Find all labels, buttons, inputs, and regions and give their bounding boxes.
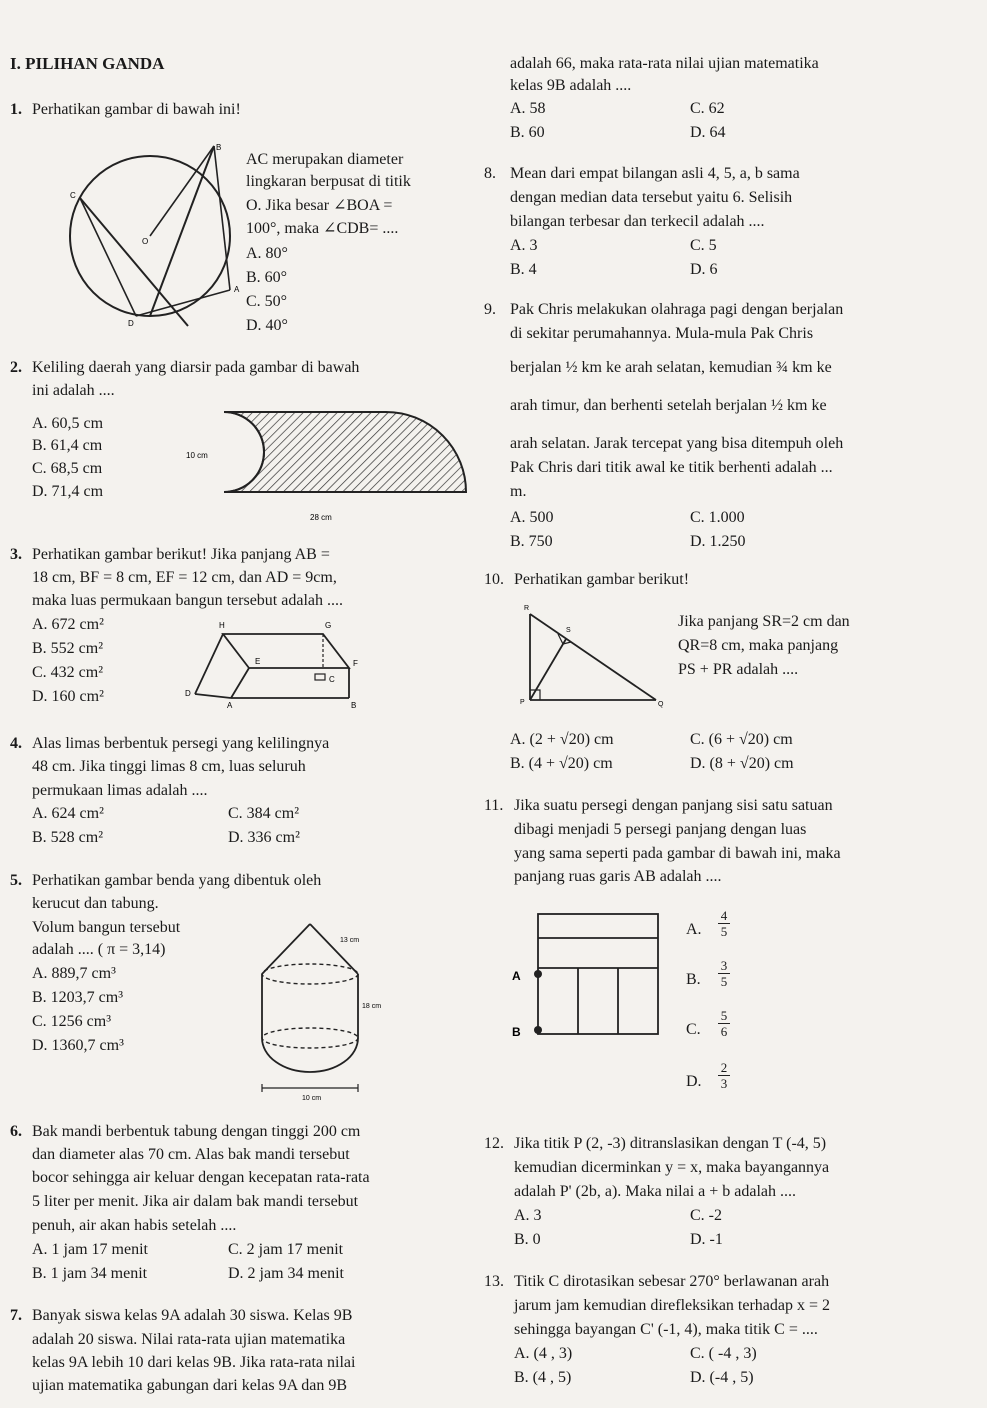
q6-option-b[interactable]: B. 1 jam 34 menit <box>32 1265 148 1282</box>
q10-option-d[interactable]: D. (8 + √20) cm <box>690 755 794 772</box>
q11-option-b[interactable] <box>686 958 728 990</box>
q5-number: 5. <box>10 872 22 889</box>
q6-option-c[interactable]: C. 2 jam 17 menit <box>228 1241 344 1258</box>
q11-option-c-letter: C. <box>686 1021 701 1038</box>
q3-label-c: C <box>329 675 335 684</box>
q6-number: 6. <box>10 1123 22 1140</box>
q10-number: 10. <box>484 571 504 588</box>
q11-option-a[interactable] <box>686 908 728 940</box>
q2-stem-1: Keliling daerah yang diarsir pada gambar di bawah <box>32 359 360 376</box>
q10-option-c[interactable]: C. (6 + √20) cm <box>690 731 793 748</box>
q1-text-4: 100°, maka ∠CDB= .... <box>246 220 399 237</box>
q2-label-width: 28 cm <box>310 513 332 522</box>
q6-stem-2: dan diameter alas 70 cm. Alas bak mandi tersebut <box>32 1146 350 1163</box>
q1-label-d: D <box>128 319 134 328</box>
q9-stem-3: berjalan ½ km ke arah selatan, kemudian ¾ km ke <box>510 359 832 376</box>
q3-label-g: G <box>325 621 332 630</box>
q13-option-b[interactable]: B. (4 , 5) <box>514 1369 572 1386</box>
q10-label-s: S <box>566 627 571 634</box>
q3-label-b: B <box>351 701 357 710</box>
section-title: I. PILIHAN GANDA <box>10 54 165 73</box>
q4-number: 4. <box>10 735 22 752</box>
q1-option-d[interactable]: D. 40° <box>246 317 288 334</box>
q2-option-a[interactable]: A. 60,5 cm <box>32 415 104 432</box>
q9-option-b[interactable]: B. 750 <box>510 533 553 550</box>
q9-stem-6: Pak Chris dari titik awal ke titik berhenti adalah ... <box>510 459 833 476</box>
q3-stem-1: Perhatikan gambar berikut! Jika panjang AB = <box>32 546 330 563</box>
q11-option-d[interactable] <box>686 1060 728 1092</box>
q12-stem-2: kemudian dicerminkan y = x, maka bayangannya <box>514 1159 830 1176</box>
q11-option-b-den: 5 <box>720 974 728 989</box>
q8-stem-2: dengan median data tersebut yaitu 6. Selisih <box>510 189 793 206</box>
q5-option-a[interactable]: A. 889,7 cm³ <box>32 965 116 982</box>
q11-option-c-num: 5 <box>718 1008 730 1024</box>
q6-option-d[interactable]: D. 2 jam 34 menit <box>228 1265 344 1282</box>
q7-stem-3: kelas 9A lebih 10 dari kelas 9B. Jika rata-rata nilai <box>32 1354 356 1371</box>
q5-label-cone: 13 cm <box>340 937 360 944</box>
q5-label-base: 10 cm <box>302 1095 322 1102</box>
q3-option-d[interactable]: D. 160 cm² <box>32 688 104 705</box>
q5-stem-3: Volum bangun tersebut <box>32 919 181 936</box>
q7-stem-6: kelas 9B adalah .... <box>510 77 632 94</box>
q11-option-d-num: 2 <box>718 1060 730 1076</box>
q12-option-b[interactable]: B. 0 <box>514 1231 541 1248</box>
q10-text-2: QR=8 cm, maka panjang <box>678 637 839 654</box>
q2-stem-2: ini adalah .... <box>32 382 115 399</box>
q3-prism-figure <box>175 614 395 710</box>
q11-square-figure <box>504 908 674 1058</box>
q9-number: 9. <box>484 301 496 318</box>
q8-number: 8. <box>484 165 496 182</box>
q3-label-e: E <box>255 657 261 666</box>
q5-cone-cylinder-figure <box>248 918 382 1102</box>
q1-option-c[interactable]: C. 50° <box>246 293 288 310</box>
q10-option-b[interactable]: B. (4 + √20) cm <box>510 755 613 772</box>
q5-option-c[interactable]: C. 1256 cm³ <box>32 1013 112 1030</box>
q11-label-b: B <box>512 1025 521 1039</box>
q6-stem-5: penuh, air akan habis setelah .... <box>32 1217 237 1234</box>
q10-stem: Perhatikan gambar berikut! <box>514 571 690 588</box>
q5-stem-1: Perhatikan gambar benda yang dibentuk oleh <box>32 872 322 889</box>
q11-option-c[interactable] <box>686 1008 728 1040</box>
q10-label-q: Q <box>658 701 664 708</box>
q11-option-b-num: 3 <box>718 958 730 974</box>
q12-stem-3: adalah P' (2b, a). Maka nilai a + b adalah .... <box>514 1183 797 1200</box>
q11-option-c-den: 6 <box>720 1024 728 1039</box>
q4-option-b[interactable]: B. 528 cm² <box>32 829 104 846</box>
q7-option-d[interactable]: D. 64 <box>690 124 726 141</box>
q1-stem: Perhatikan gambar di bawah ini! <box>32 101 241 118</box>
q7-stem-1: Banyak siswa kelas 9A adalah 30 siswa. Kelas 9B <box>32 1307 353 1324</box>
q10-triangle-figure <box>514 600 664 710</box>
q9-stem-4: arah timur, dan berhenti setelah berjalan ½ km ke <box>510 397 827 414</box>
q11-option-a-num: 4 <box>718 908 730 924</box>
q7-stem-5: adalah 66, maka rata-rata nilai ujian matematika <box>510 55 819 72</box>
q3-label-a: A <box>227 701 233 710</box>
q3-stem-2: 18 cm, BF = 8 cm, EF = 12 cm, dan AD = 9cm, <box>32 569 337 586</box>
q12-stem-1: Jika titik P (2, -3) ditranslasikan dengan T (-4, 5) <box>514 1135 827 1152</box>
q1-label-o: O <box>142 237 149 246</box>
q7-stem-2: adalah 20 siswa. Nilai rata-rata ujian matematika <box>32 1331 346 1348</box>
q2-option-c[interactable]: C. 68,5 cm <box>32 460 103 477</box>
q10-text-3: PS + PR adalah .... <box>678 661 799 678</box>
q3-option-b[interactable]: B. 552 cm² <box>32 640 104 657</box>
q4-stem-3: permukaan limas adalah .... <box>32 782 208 799</box>
q11-stem-1: Jika suatu persegi dengan panjang sisi satu satuan <box>514 797 833 814</box>
q1-text-3: O. Jika besar ∠BOA = <box>246 197 393 214</box>
q4-option-c[interactable]: C. 384 cm² <box>228 805 300 822</box>
q6-option-a[interactable]: A. 1 jam 17 menit <box>32 1241 148 1258</box>
q11-option-d-letter: D. <box>686 1073 702 1090</box>
q9-stem-7: m. <box>510 483 527 500</box>
q11-stem-3: yang sama seperti pada gambar di bawah ini, maka <box>514 845 841 862</box>
q7-option-c[interactable]: C. 62 <box>690 100 725 117</box>
q9-stem-1: Pak Chris melakukan olahraga pagi dengan berjalan <box>510 301 844 318</box>
q9-stem-5: arah selatan. Jarak tercepat yang bisa ditempuh oleh <box>510 435 844 452</box>
q5-option-b[interactable]: B. 1203,7 cm³ <box>32 989 124 1006</box>
q11-stem-4: panjang ruas garis AB adalah .... <box>514 868 722 885</box>
q10-label-p: P <box>520 699 525 706</box>
q4-option-d[interactable]: D. 336 cm² <box>228 829 300 846</box>
q11-option-b-letter: B. <box>686 971 701 988</box>
q13-option-c[interactable]: C. ( -4 , 3) <box>690 1345 757 1362</box>
q5-stem-2: kerucut dan tabung. <box>32 895 159 912</box>
q8-option-d[interactable]: D. 6 <box>690 261 718 278</box>
q1-text-1: AC merupakan diameter <box>246 151 404 168</box>
q11-option-a-letter: A. <box>686 921 702 938</box>
q5-option-d[interactable]: D. 1360,7 cm³ <box>32 1037 124 1054</box>
q11-stem-2: dibagi menjadi 5 persegi panjang dengan luas <box>514 821 807 838</box>
q1-circle-figure <box>58 140 248 330</box>
q8-option-c[interactable]: C. 5 <box>690 237 717 254</box>
q12-option-d[interactable]: D. -1 <box>690 1231 723 1248</box>
q3-label-d: D <box>185 689 191 698</box>
q13-option-a[interactable]: A. (4 , 3) <box>514 1345 573 1362</box>
q3-stem-3: maka luas permukaan bangun tersebut adalah .... <box>32 592 343 609</box>
q4-stem-2: 48 cm. Jika tinggi limas 8 cm, luas seluruh <box>32 758 306 775</box>
q1-number: 1. <box>10 101 22 118</box>
q8-stem-3: bilangan terbesar dan terkecil adalah .... <box>510 213 765 230</box>
q3-option-a[interactable]: A. 672 cm² <box>32 616 104 633</box>
q7-option-a[interactable]: A. 58 <box>510 100 546 117</box>
q2-shaded-figure <box>180 408 470 528</box>
q6-stem-4: 5 liter per menit. Jika air dalam bak mandi tersebut <box>32 1193 359 1210</box>
q12-number: 12. <box>484 1135 504 1152</box>
q10-text-1: Jika panjang SR=2 cm dan <box>678 613 850 630</box>
q8-option-b[interactable]: B. 4 <box>510 261 537 278</box>
q1-option-a[interactable]: A. 80° <box>246 245 288 262</box>
q1-text-2: lingkaran berpusat di titik <box>246 173 411 190</box>
q6-stem-1: Bak mandi berbentuk tabung dengan tinggi 200 cm <box>32 1123 361 1140</box>
q1-label-c: C <box>70 191 76 200</box>
q7-option-b[interactable]: B. 60 <box>510 124 545 141</box>
q12-option-c[interactable]: C. -2 <box>690 1207 722 1224</box>
q5-stem-4: adalah .... ( π = 3,14) <box>32 941 166 958</box>
q8-stem-1: Mean dari empat bilangan asli 4, 5, a, b sama <box>510 165 800 182</box>
q7-stem-4: ujian matematika gabungan dari kelas 9A dan 9B <box>32 1377 348 1394</box>
q3-label-h: H <box>219 621 225 630</box>
q11-option-a-den: 5 <box>720 924 728 939</box>
q3-label-f: F <box>353 659 358 668</box>
q13-number: 13. <box>484 1273 504 1290</box>
q4-stem-1: Alas limas berbentuk persegi yang kelilingnya <box>32 735 330 752</box>
q2-label-height: 10 cm <box>186 451 208 460</box>
q1-label-a: A <box>234 285 240 294</box>
q1-option-b[interactable]: B. 60° <box>246 269 288 286</box>
q10-label-r: R <box>524 605 530 612</box>
q13-stem-3: sehingga bayangan C' (-1, 4), maka titik C = .... <box>514 1321 818 1338</box>
q12-option-a[interactable]: A. 3 <box>514 1207 542 1224</box>
q11-option-d-den: 3 <box>720 1076 728 1091</box>
q8-option-a[interactable]: A. 3 <box>510 237 538 254</box>
q13-option-d[interactable]: D. (-4 , 5) <box>690 1369 754 1386</box>
q3-number: 3. <box>10 546 22 563</box>
q2-option-b[interactable]: B. 61,4 cm <box>32 437 103 454</box>
q11-number: 11. <box>484 797 504 814</box>
q9-option-c[interactable]: C. 1.000 <box>690 509 745 526</box>
q3-option-c[interactable]: C. 432 cm² <box>32 664 104 681</box>
q9-option-a[interactable]: A. 500 <box>510 509 554 526</box>
q2-option-d[interactable]: D. 71,4 cm <box>32 483 104 500</box>
q2-number: 2. <box>10 359 22 376</box>
q13-stem-1: Titik C dirotasikan sebesar 270° berlawanan arah <box>514 1273 830 1290</box>
q11-label-a: A <box>512 969 521 983</box>
q9-option-d[interactable]: D. 1.250 <box>690 533 746 550</box>
q13-stem-2: jarum jam kemudian direfleksikan terhadap x = 2 <box>514 1297 831 1314</box>
q5-label-tube: 18 cm <box>362 1003 382 1010</box>
q9-stem-2: di sekitar perumahannya. Mula-mula Pak Chris <box>510 325 814 342</box>
q1-label-b: B <box>216 143 222 152</box>
q4-option-a[interactable]: A. 624 cm² <box>32 805 104 822</box>
q7-number: 7. <box>10 1307 22 1324</box>
q10-option-a[interactable]: A. (2 + √20) cm <box>510 731 614 748</box>
q6-stem-3: bocor sehingga air keluar dengan kecepatan rata-rata <box>32 1169 370 1186</box>
